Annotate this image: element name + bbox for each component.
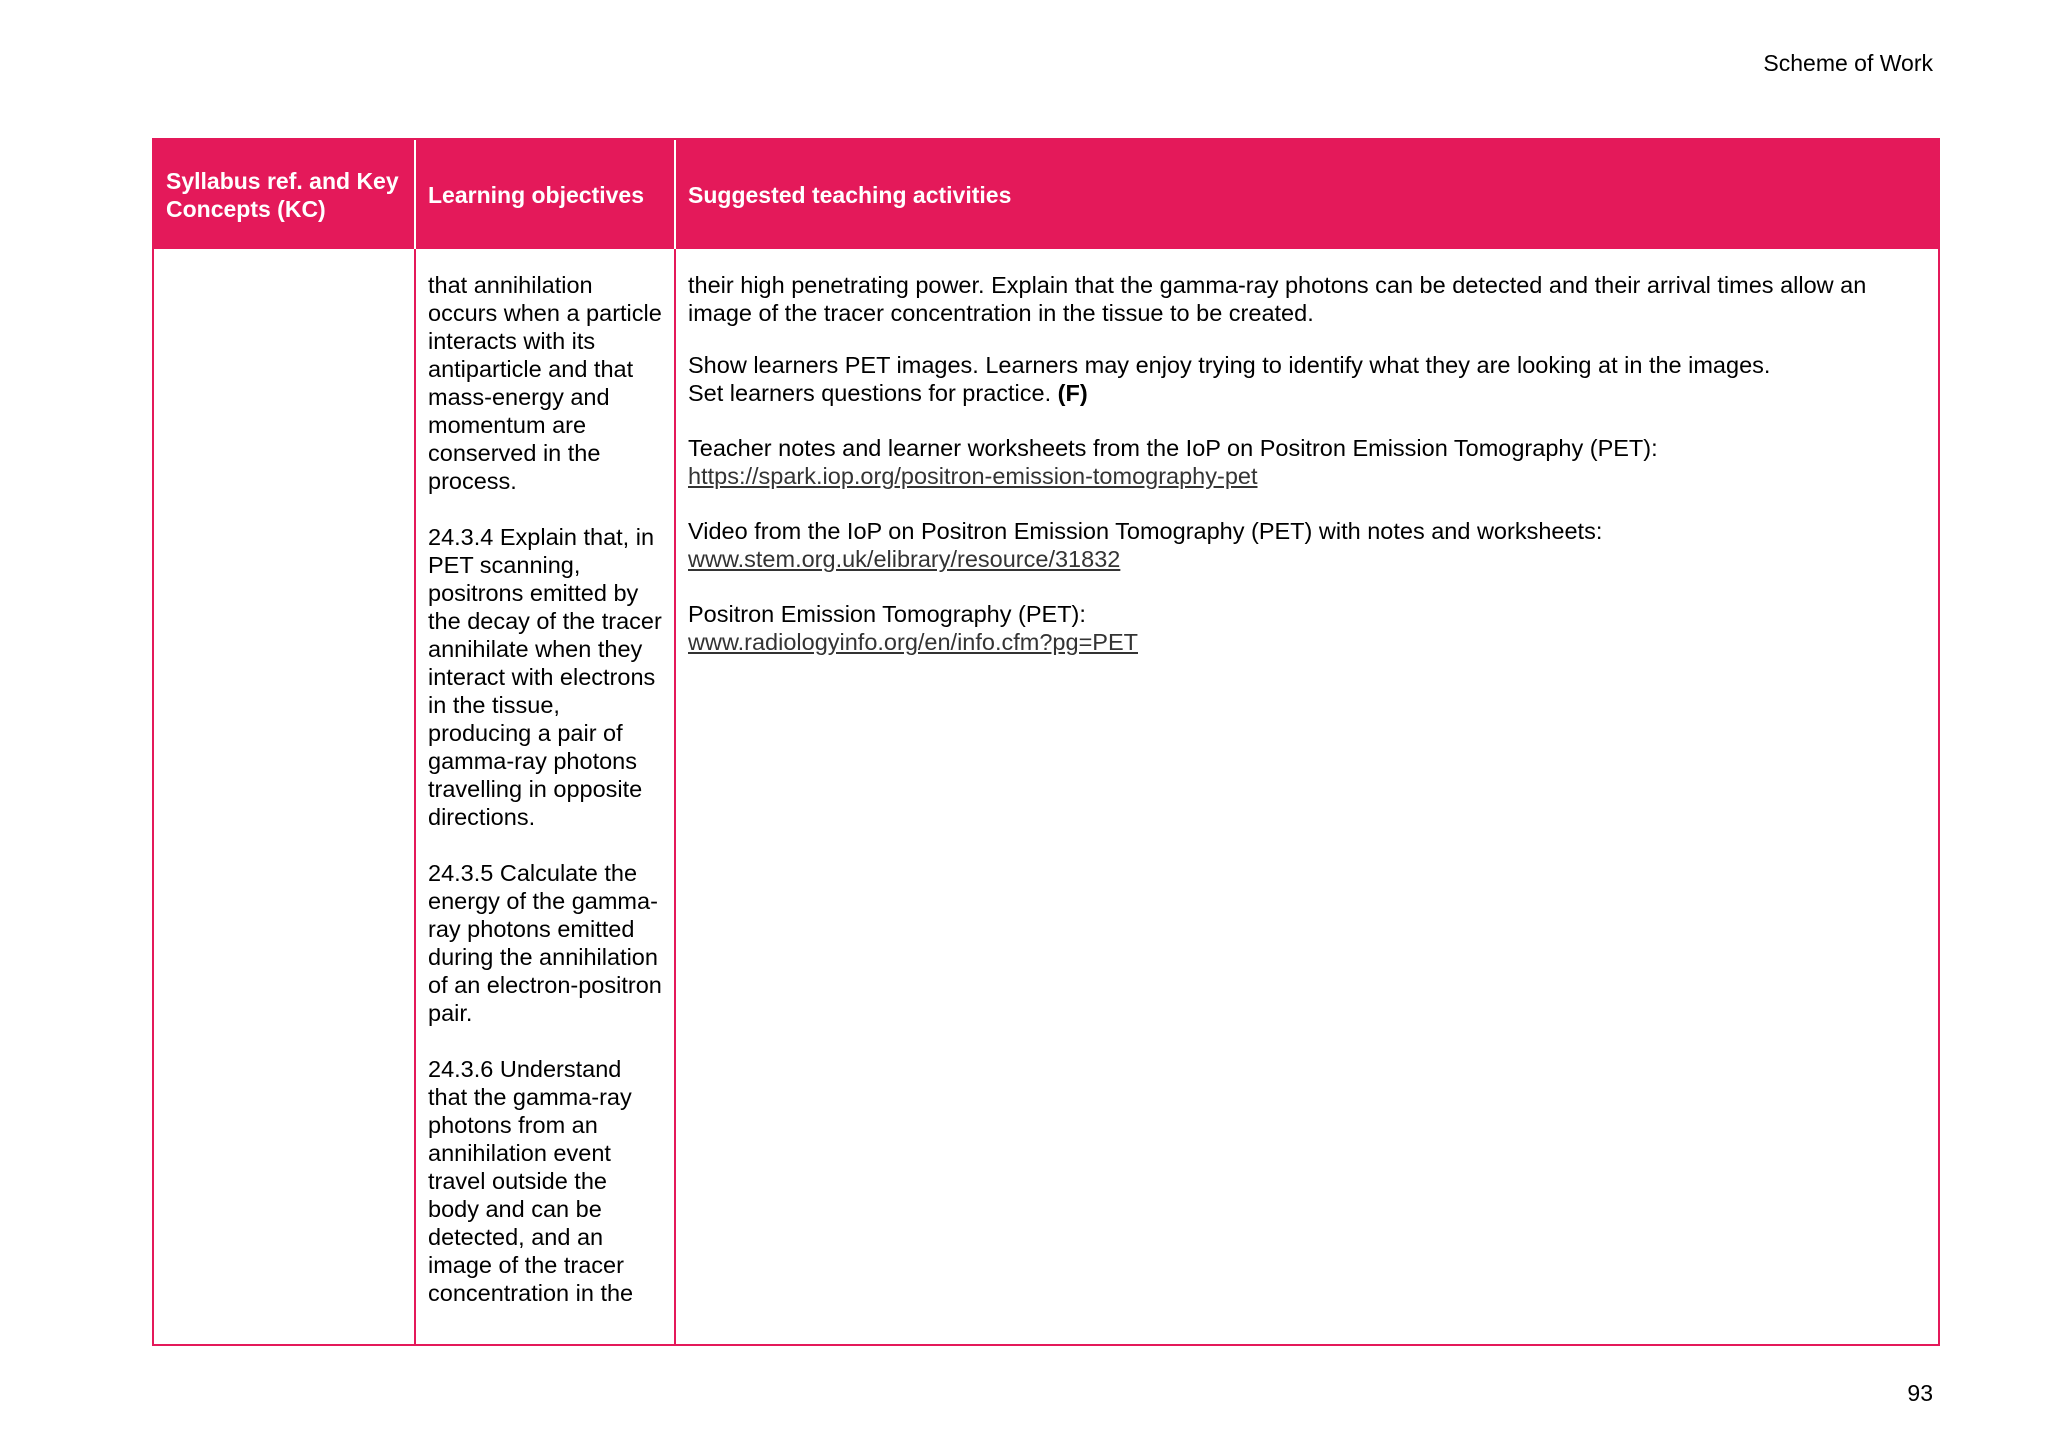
learning-objective: 24.3.6 Understand that the gamma-ray photons from an annihilation event travel outside the body and can be detected, and an image of the tracer concentration in the xyxy=(428,1056,634,1306)
running-header: Scheme of Work xyxy=(1763,50,1933,76)
learning-objectives-cell xyxy=(414,249,674,1344)
resource-iop-video xyxy=(688,517,1926,573)
column-header-learning-objectives: Learning objectives xyxy=(414,140,674,249)
resource-description: Teacher notes and learner worksheets from the IoP on Positron Emission Tomography (PET): xyxy=(688,435,1658,461)
syllabus-ref-cell xyxy=(154,249,414,1344)
activity-intro: their high penetrating power. Explain that the gamma-ray photons can be detected and their arrival times allow an image of the tracer concentration in the tissue to be created. xyxy=(688,272,1867,326)
column-header-teaching-activities: Suggested teaching activities xyxy=(674,140,1938,249)
scheme-of-work-table xyxy=(152,138,1940,1346)
resource-link[interactable]: www.radiologyinfo.org/en/info.cfm?pg=PET xyxy=(688,629,1138,655)
learning-objective: 24.3.4 Explain that, in PET scanning, positrons emitted by the decay of the tracer annihilate when they interact with electrons in the tissue, producing a pair of gamma-ray photons travelling in opposite directions. xyxy=(428,524,662,830)
resource-iop-teacher-notes xyxy=(688,434,1926,490)
resource-link[interactable]: https://spark.iop.org/positron-emission-tomography-pet xyxy=(688,463,1258,489)
activity-pet-images xyxy=(688,351,1926,407)
formative-tag: (F) xyxy=(1057,380,1088,406)
resource-link[interactable]: www.stem.org.uk/elibrary/resource/31832 xyxy=(688,546,1121,572)
learning-objective: that annihilation occurs when a particle interacts with its antiparticle and that mass-energy and momentum are conserved in the process. xyxy=(428,272,662,494)
resource-radiologyinfo xyxy=(688,600,1926,656)
page-number: 93 xyxy=(1907,1380,1933,1406)
column-header-syllabus-ref: Syllabus ref. and Key Concepts (KC) xyxy=(154,140,414,249)
activity-pet-images-line2: Set learners questions for practice. xyxy=(688,380,1052,406)
resource-description: Video from the IoP on Positron Emission Tomography (PET) with notes and worksheets: xyxy=(688,518,1603,544)
learning-objective: 24.3.5 Calculate the energy of the gamma-ray photons emitted during the annihilation of an electron-positron pair. xyxy=(428,860,662,1026)
activity-pet-images-line1: Show learners PET images. Learners may enjoy trying to identify what they are looking at in the images. xyxy=(688,352,1771,378)
teaching-activities-cell xyxy=(674,249,1938,1344)
resource-description: Positron Emission Tomography (PET): xyxy=(688,601,1086,627)
